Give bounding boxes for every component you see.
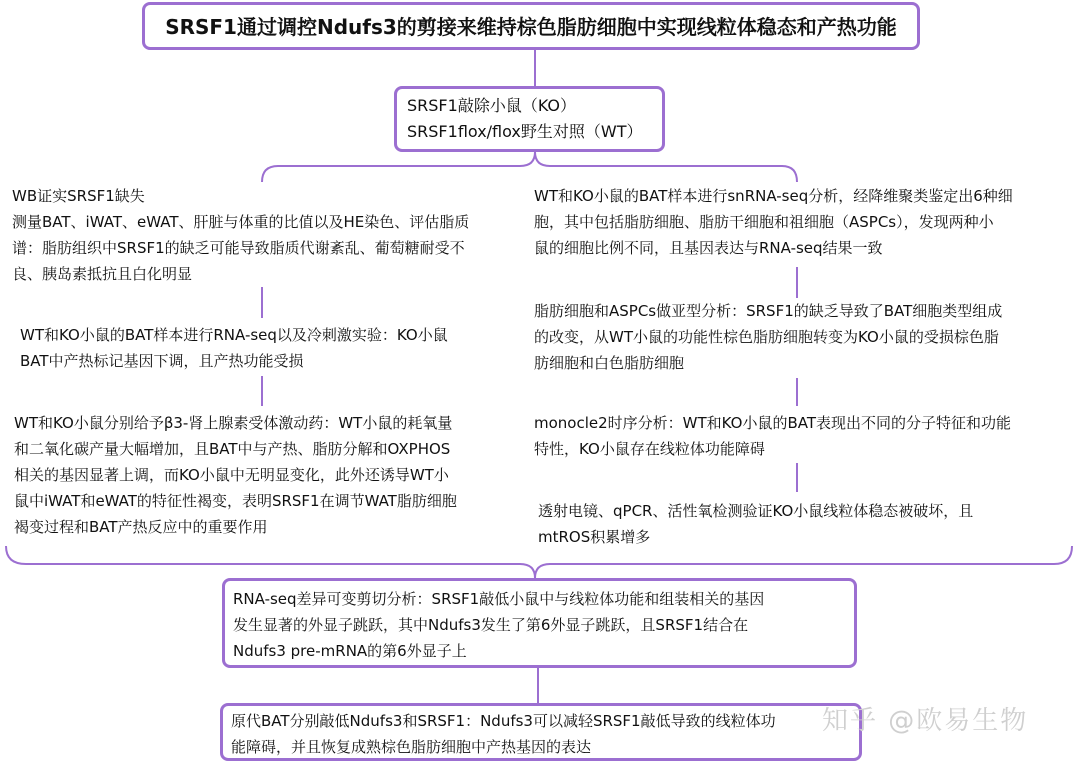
right-step-1-line: 胞，其中包括脂肪细胞、脂肪干细胞和祖细胞（ASPCs），发现两种小 (534, 213, 994, 231)
right-step-1-line: 鼠的细胞比例不同，且基因表达与RNA-seq结果一致 (534, 239, 883, 257)
left-step-1 (12, 183, 469, 287)
left-step-3-line: 和二氧化碳产量大幅增加，且BAT中与产热、脂肪分解和OXPHOS (14, 440, 451, 458)
left-step-3-line: 相关的基因显著上调，而KO小鼠中无明显变化，此外还诱导WT小 (14, 466, 449, 484)
right-step-2-line: 脂肪细胞和ASPCs做亚型分析：SRSF1的缺乏导致了BAT细胞类型组成 (534, 302, 1003, 320)
left-step-1-line: WB证实SRSF1缺失 (12, 187, 145, 205)
left-step-2 (20, 322, 448, 374)
right-step-1-line: WT和KO小鼠的BAT样本进行snRNA-seq分析，经降维聚类鉴定出6种细 (534, 187, 1013, 205)
right-step-2-line: 的改变，从WT小鼠的功能性棕色脂肪细胞转变为KO小鼠的受损棕色脂 (534, 328, 999, 346)
left-step-1-line: 良、胰岛素抵抗且白化明显 (12, 265, 193, 283)
left-step-1-line: 谱：脂肪组织中SRSF1的缺乏可能导致脂质代谢紊乱、葡萄糖耐受不 (12, 239, 465, 257)
left-step-3 (14, 410, 457, 540)
watermark: 知乎 @欧易生物 (822, 706, 1029, 736)
splicing-text (233, 586, 764, 664)
models-line: SRSF1敲除小鼠（KO） (407, 96, 577, 115)
models-text (407, 93, 643, 145)
splicing-line: RNA-seq差异可变剪切分析：SRSF1敲低小鼠中与线粒体功能和组装相关的基因 (233, 590, 765, 608)
rescue-line: 原代BAT分别敲低Ndufs3和SRSF1：Ndufs3可以减轻SRSF1敲低导致的线粒体功 (231, 712, 776, 730)
models-box (394, 86, 665, 152)
right-step-4 (538, 498, 973, 550)
rescue-box (220, 703, 862, 761)
right-step-1 (534, 183, 1013, 261)
brace-bottom (6, 546, 1072, 578)
left-step-2-line: WT和KO小鼠的BAT样本进行RNA-seq以及冷刺激实验：KO小鼠 (20, 326, 448, 344)
rescue-text (231, 708, 776, 760)
right-step-3-line: monocle2时序分析：WT和KO小鼠的BAT表现出不同的分子特征和功能 (534, 414, 1012, 432)
splicing-line: 发生显著的外显子跳跃，其中Ndufs3发生了第6外显子跳跃，且SRSF1结合在 (233, 616, 749, 634)
left-step-3-line: 鼠中iWAT和eWAT的特征性褐变，表明SRSF1在调节WAT脂肪细胞 (14, 492, 457, 510)
page-title: SRSF1通过调控Ndufs3的剪接来维持棕色脂肪细胞中实现线粒体稳态和产热功能 (165, 15, 897, 39)
splicing-line: Ndufs3 pre-mRNA的第6外显子上 (233, 642, 467, 660)
title-box (142, 2, 920, 50)
left-step-2-line: BAT中产热标记基因下调，且产热功能受损 (20, 352, 304, 370)
right-step-2 (534, 298, 1002, 376)
right-step-3-line: 特性，KO小鼠存在线粒体功能障碍 (534, 440, 765, 458)
splicing-box (222, 578, 857, 668)
models-line: SRSF1flox/flox野生对照（WT） (407, 122, 643, 141)
left-step-1-line: 测量BAT、iWAT、eWAT、肝脏与体重的比值以及HE染色、评估脂质 (12, 213, 470, 231)
right-step-4-line: mtROS积累增多 (538, 528, 651, 546)
right-step-4-line: 透射电镜、qPCR、活性氧检测验证KO小鼠线粒体稳态被破坏，且 (538, 502, 974, 520)
brace-top (262, 152, 797, 182)
left-step-3-line: 褐变过程和BAT产热反应中的重要作用 (14, 518, 268, 536)
rescue-line: 能障碍，并且恢复成熟棕色脂肪细胞中产热基因的表达 (231, 738, 592, 756)
right-step-3 (534, 410, 1011, 462)
left-step-3-line: WT和KO小鼠分别给予β3-肾上腺素受体激动药：WT小鼠的耗氧量 (14, 414, 453, 432)
right-step-2-line: 肪细胞和白色脂肪细胞 (534, 354, 685, 372)
